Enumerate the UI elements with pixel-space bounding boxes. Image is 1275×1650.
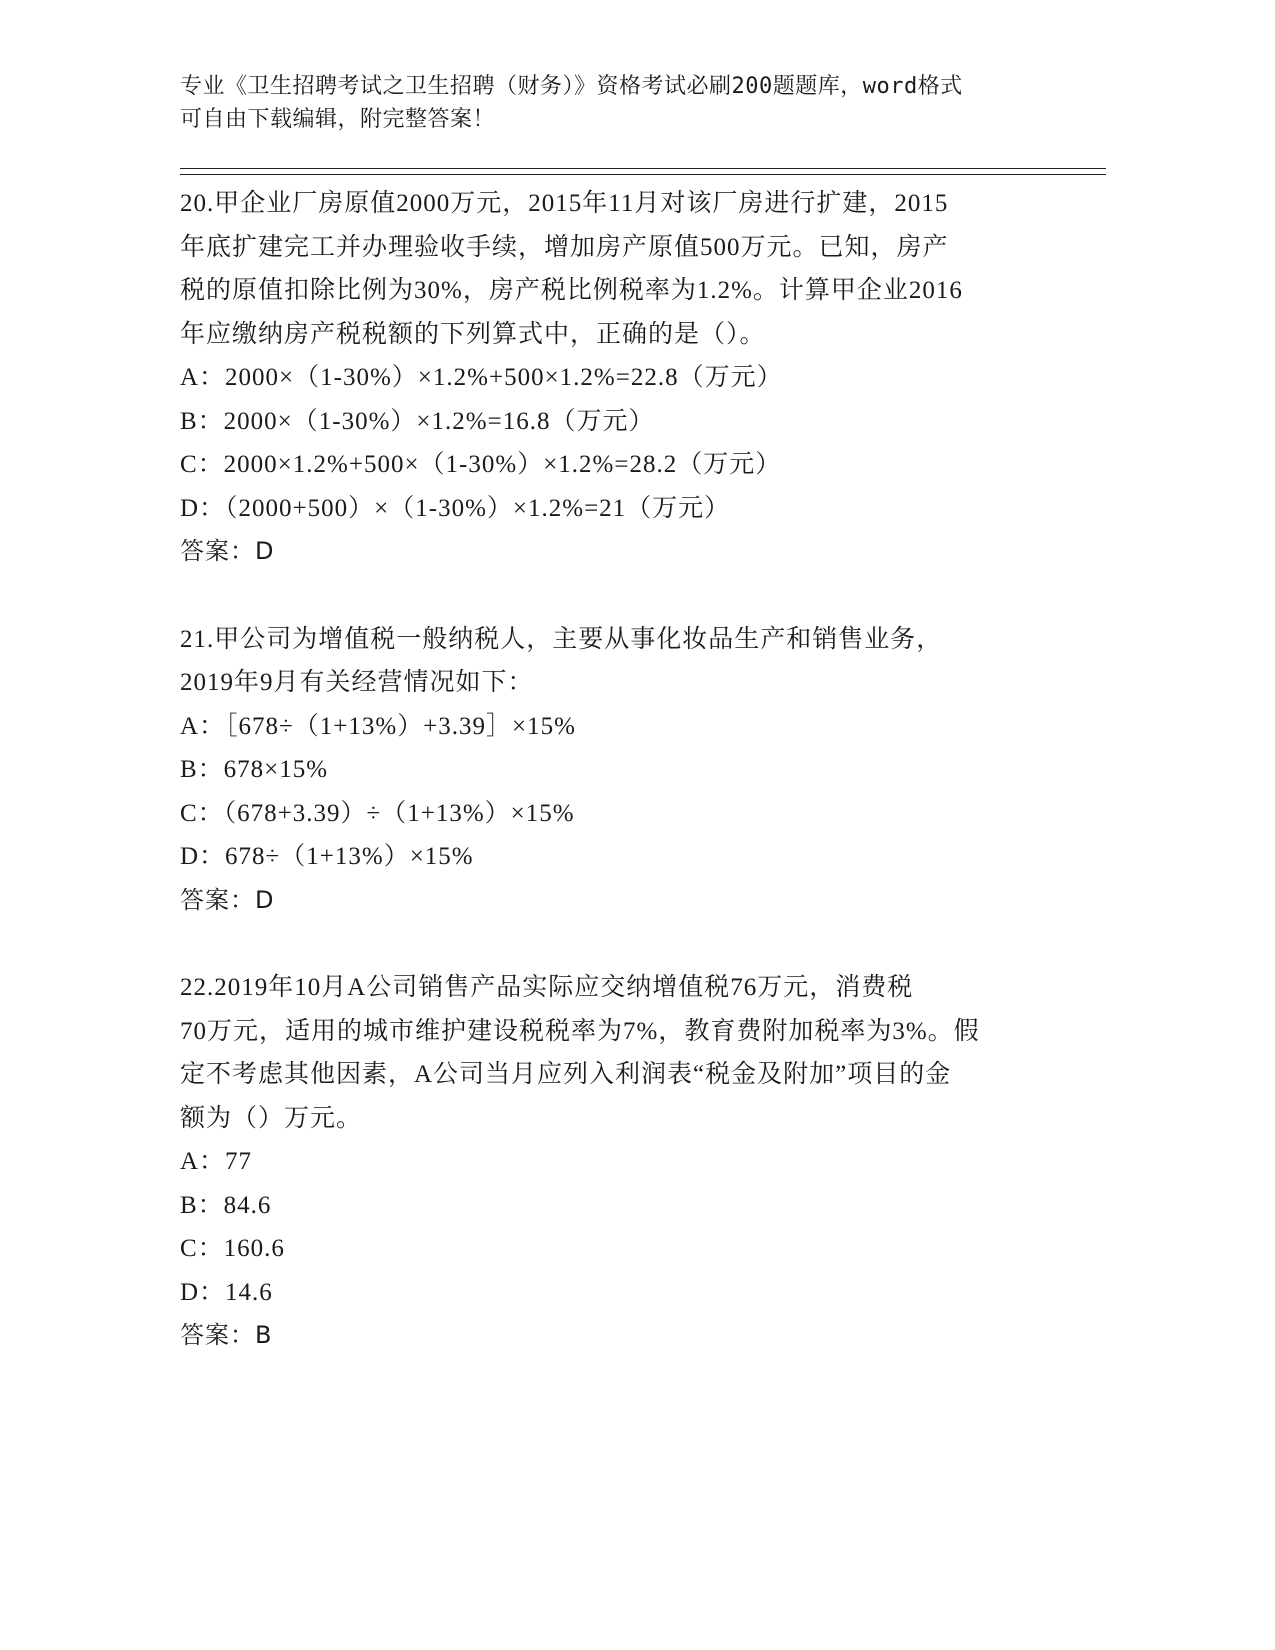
option-a: A：［678÷（1+13%）+3.39］×15% [180, 712, 576, 740]
question-stem [180, 618, 1050, 705]
stem-line: 定不考虑其他因素，A公司当月应列入利润表“税金及附加”项目的金 [180, 1061, 952, 1088]
question-list [180, 182, 1050, 1358]
option-c: C：2000×1.2%+500×（1-30%）×1.2%=28.2（万元） [180, 451, 782, 478]
stem-line: 额为（）万元。 [180, 1104, 363, 1132]
answer: 答案：B [180, 1321, 273, 1349]
question-spacer [180, 574, 1050, 618]
option-b: B：84.6 [180, 1191, 272, 1219]
option-b: B：678×15% [180, 756, 329, 783]
option-a: A：2000×（1-30%）×1.2%+500×1.2%=22.8（万元） [180, 364, 783, 391]
option-c: C：（678+3.39）÷（1+13%）×15% [180, 799, 575, 827]
header-divider-top [180, 168, 1106, 169]
answer: 答案：D [180, 537, 275, 565]
stem-line: 22.2019年10月A公司销售产品实际应交纳增值税76万元，消费税 [180, 974, 914, 1001]
document-header [180, 70, 1060, 136]
stem-line: 21.甲公司为增值税一般纳税人，主要从事化妆品生产和销售业务， [180, 625, 943, 653]
option-d: D：（2000+500）×（1-30%）×1.2%=21（万元） [180, 494, 731, 522]
stem-line: 年应缴纳房产税税额的下列算式中，正确的是（）。 [180, 320, 766, 348]
option-d: D：678÷（1+13%）×15% [180, 843, 474, 870]
question-21 [180, 618, 1050, 923]
question-stem [180, 182, 1050, 356]
stem-line: 年底扩建完工并办理验收手续，增加房产原值500万元。已知，房产 [180, 233, 949, 261]
stem-line: 税的原值扣除比例为30%，房产税比例税率为1.2%。计算甲企业2016 [180, 277, 963, 304]
header-line-1: 专业《卫生招聘考试之卫生招聘（财务）》资格考试必刷200题题库，word格式 [180, 74, 963, 99]
option-a: A：77 [180, 1148, 253, 1175]
stem-line: 2019年9月有关经营情况如下： [180, 669, 534, 696]
question-20 [180, 182, 1050, 574]
stem-line: 70万元，适用的城市维护建设税税率为7%，教育费附加税率为3%。假 [180, 1017, 980, 1045]
option-c: C：160.6 [180, 1235, 285, 1262]
header-line-2: 可自由下载编辑，附完整答案！ [180, 107, 496, 132]
question-spacer [180, 922, 1050, 966]
option-b: B：2000×（1-30%）×1.2%=16.8（万元） [180, 407, 655, 435]
option-d: D：14.6 [180, 1278, 273, 1306]
answer: 答案：D [180, 885, 275, 914]
stem-line: 20.甲企业厂房原值2000万元，2015年11月对该厂房进行扩建，2015 [180, 190, 949, 217]
question-22 [180, 966, 1050, 1358]
header-divider-bottom [180, 174, 1106, 175]
question-stem [180, 966, 1050, 1140]
